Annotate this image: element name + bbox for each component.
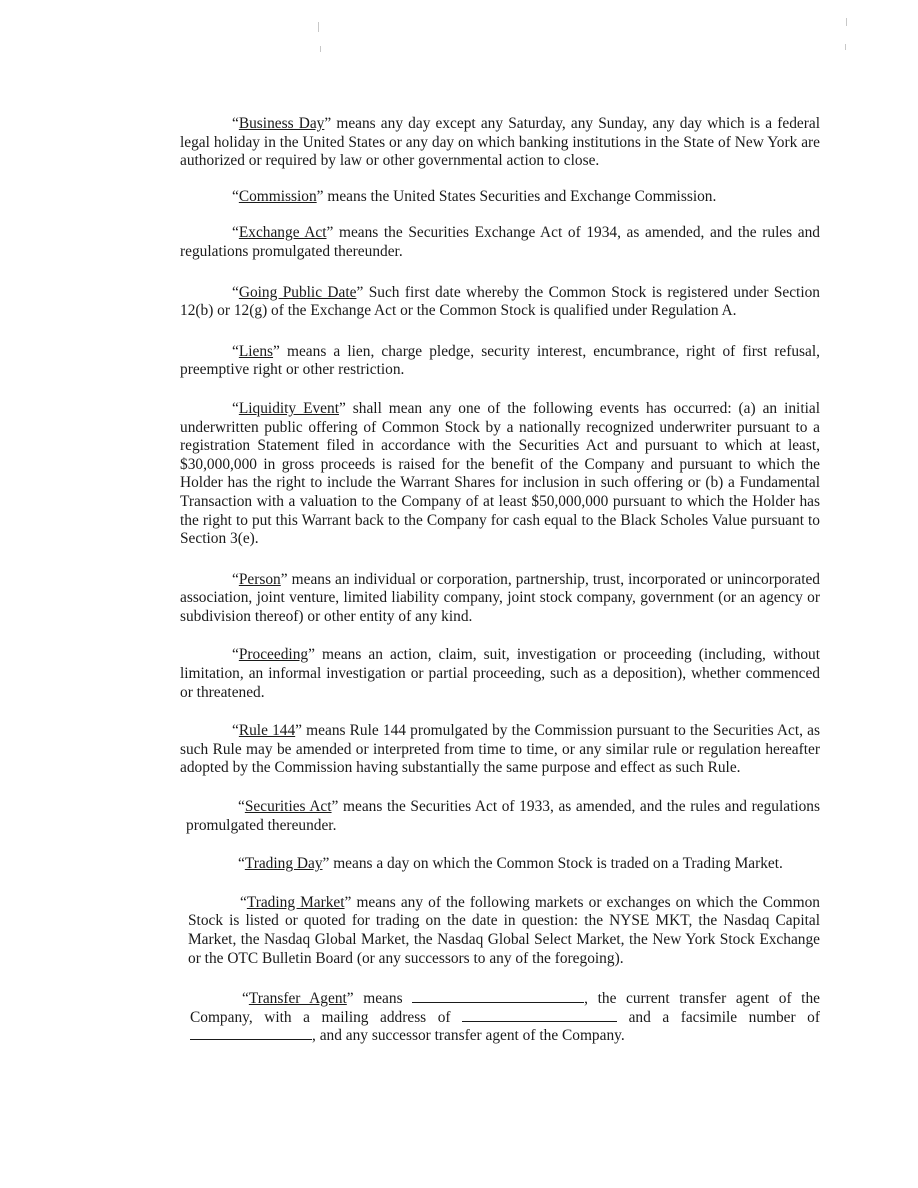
definition-liquidity-event: “Liquidity Event” shall mean any one of the following events has occurred: (a) an initial underwritten public offering of Common Stock by a nationally recognized underwriter pursuant to a registration Statement filed in accordance with the Securities Act and pursuant to which at least, $30,000,000 in gross proceeds is raised for the benefit of the Company and pursuant to which the Holder has the right to include the Warrant Shares for inclusion in such offering or (b) a Fundamental Transaction with a valuation to the Company of at least $50,000,000 pursuant to which the Holder has the right to put this Warrant back to the Company for cash equal to the Black Scholes Value pursuant to Section 3(e). xyxy=(180,399,820,548)
term-going-public-date: Going Public Date xyxy=(238,283,357,301)
scan-speck xyxy=(846,18,847,26)
term-securities-act: Securities Act xyxy=(244,798,332,816)
term-exchange-act: Exchange Act xyxy=(238,224,327,242)
definition-rule-144: “Rule 144” means Rule 144 promulgated by the Commission pursuant to the Securities Act, as such Rule may be amended or interpreted from time to time, or any similar rule or regulation hereafter adopted by the Commission having substantially the same purpose and effect as such Rule. xyxy=(180,722,820,777)
term-commission: Commission xyxy=(238,187,317,205)
term-liens: Liens xyxy=(238,342,274,360)
term-trading-day: Trading Day xyxy=(244,855,323,873)
definition-trading-market: “Trading Market” means any of the following markets or exchanges on which the Common Stock is listed or quoted for trading on the date in question: the NYSE MKT, the Nasdaq Capital Market, the Nasdaq Global Market, the Nasdaq Global Select Market, the New York Stock Exchange or the OTC Bulletin Board (or any successors to any of the foregoing). xyxy=(188,893,820,967)
term-liquidity-event: Liquidity Event xyxy=(238,399,339,417)
definition-business-day: “Business Day” means any day except any Saturday, any Sunday, any day which is a federal legal holiday in the United States or any day on which banking institutions in the State of New York are authorized or required by law or other governmental action to close. xyxy=(180,115,820,170)
definition-proceeding: “Proceeding” means an action, claim, suit, investigation or proceeding (including, without limitation, an informal investigation or partial proceeding, such as a deposition), whether commenced or threatened. xyxy=(180,646,820,701)
term-trading-market: Trading Market xyxy=(246,893,345,911)
transfer-agent-name-blank xyxy=(412,990,584,1003)
definition-liens: “Liens” means a lien, charge pledge, security interest, encumbrance, right of first refusal, preemptive right or other restriction. xyxy=(180,342,820,379)
definition-exchange-act: “Exchange Act” means the Securities Exchange Act of 1934, as amended, and the rules and regulations promulgated thereunder. xyxy=(180,224,820,260)
mailing-address-blank xyxy=(462,1009,617,1022)
definition-transfer-agent: “Transfer Agent” means , the current transfer agent of the Company, with a mailing address of and a facsimile number of , and any successor transfer agent of the Company. xyxy=(190,990,820,1045)
scan-speck xyxy=(320,46,321,52)
term-rule-144: Rule 144 xyxy=(238,722,296,740)
definition-going-public-date: “Going Public Date” Such first date whereby the Common Stock is registered under Section 12(b) or 12(g) of the Exchange Act or the Common Stock is qualified under Regulation A. xyxy=(180,283,820,320)
definition-commission: “Commission” means the United States Securities and Exchange Commission. xyxy=(232,187,717,205)
scan-speck xyxy=(318,22,319,32)
facsimile-number-blank xyxy=(190,1027,312,1040)
definitions-list xyxy=(180,115,820,1046)
term-transfer-agent: Transfer Agent xyxy=(248,990,347,1008)
term-business-day: Business Day xyxy=(238,115,325,132)
definition-person: “Person” means an individual or corporation, partnership, trust, incorporated or unincorporated association, joint venture, limited liability company, joint stock company, government (or an agency or subdivision thereof) or other entity of any kind. xyxy=(180,570,820,625)
definition-securities-act: “Securities Act” means the Securities Act of 1933, as amended, and the rules and regulations promulgated thereunder. xyxy=(186,798,820,834)
term-proceeding: Proceeding xyxy=(238,646,309,664)
definition-trading-day: “Trading Day” means a day on which the Common Stock is traded on a Trading Market. xyxy=(238,855,783,873)
term-person: Person xyxy=(238,570,281,588)
scan-speck xyxy=(845,44,846,50)
